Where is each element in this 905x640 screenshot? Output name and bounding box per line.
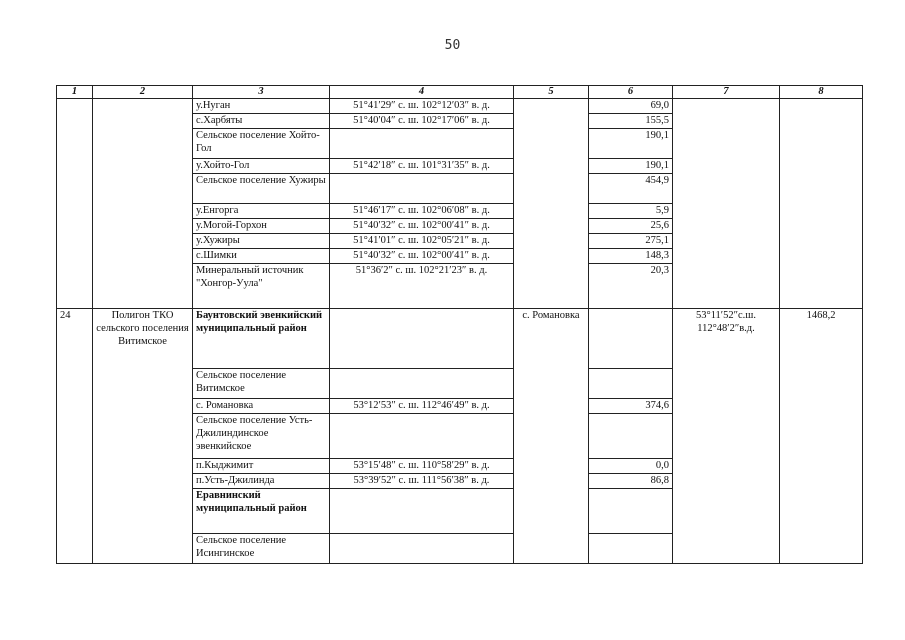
settlement-name: с.Шимки: [193, 249, 330, 264]
settlement-name: Сельское поселение Усть-Джилиндинское эвенкийское: [193, 414, 330, 459]
distance-cell: 374,6: [589, 399, 673, 414]
coords-cell: 51°40′32″ с. ш. 102°00′41″ в. д.: [330, 219, 514, 234]
settlement-name: п.Усть-Джилинда: [193, 474, 330, 489]
header-cell: 8: [780, 86, 863, 99]
coords-cell: 53°12′53″ с. ш. 112°46′49″ в. д.: [330, 399, 514, 414]
settlement-name: у.Енгорга: [193, 204, 330, 219]
distance-cell: [589, 414, 673, 459]
coords-cell: [330, 414, 514, 459]
coords-cell: [330, 129, 514, 159]
object-coords-cell: 53°11′52″с.ш. 112°48′2″в.д.: [673, 309, 780, 564]
num-cell: 24: [57, 309, 93, 564]
coords-cell: 53°15′48″ с. ш. 110°58′29″ в. д.: [330, 459, 514, 474]
settlement-name: Минеральный источник "Хонгор-Уула": [193, 264, 330, 309]
page-number: 50: [444, 38, 461, 53]
table-row: [57, 99, 863, 114]
location-cell: [514, 99, 589, 309]
district-name: Баунтовский эвенкийский муниципальный район: [193, 309, 330, 369]
settlement-name: Сельское поселение Хойто-Гол: [193, 129, 330, 159]
settlement-name: у.Хужиры: [193, 234, 330, 249]
settlement-name: Сельское поселение Исингинское: [193, 534, 330, 564]
header-cell: 2: [93, 86, 193, 99]
coords-cell: [330, 174, 514, 204]
object-coords-cell: [673, 99, 780, 309]
num-cell: [57, 99, 93, 309]
settlements-table: [56, 85, 863, 564]
settlement-name: у.Хойто-Гол: [193, 159, 330, 174]
object-cell: [93, 99, 193, 309]
distance-cell: 454,9: [589, 174, 673, 204]
coords-cell: 51°42′18″ с. ш. 101°31′35″ в. д.: [330, 159, 514, 174]
district-name: Еравнинский муниципальный район: [193, 489, 330, 534]
distance-cell: 190,1: [589, 129, 673, 159]
distance-cell: [589, 309, 673, 369]
distance-cell: 148,3: [589, 249, 673, 264]
coords-cell: 51°36′2″ с. ш. 102°21′23″ в. д.: [330, 264, 514, 309]
distance-cell: [589, 369, 673, 399]
settlement-name: п.Кыджимит: [193, 459, 330, 474]
distance-cell: [589, 534, 673, 564]
distance-cell: 25,6: [589, 219, 673, 234]
header-row: [57, 86, 863, 99]
settlement-name: с. Романовка: [193, 399, 330, 414]
table-row: [57, 309, 863, 369]
distance-cell: 0,0: [589, 459, 673, 474]
coords-cell: [330, 369, 514, 399]
distance-cell: [589, 489, 673, 534]
distance-cell: 86,8: [589, 474, 673, 489]
distance-cell: 20,3: [589, 264, 673, 309]
distance-cell: 190,1: [589, 159, 673, 174]
coords-cell: [330, 489, 514, 534]
header-cell: 4: [330, 86, 514, 99]
header-cell: 7: [673, 86, 780, 99]
coords-cell: 51°40′04″ с. ш. 102°17′06″ в. д.: [330, 114, 514, 129]
coords-cell: 51°46′17″ с. ш. 102°06′08″ в. д.: [330, 204, 514, 219]
total-cell: [780, 99, 863, 309]
coords-cell: [330, 309, 514, 369]
header-cell: 5: [514, 86, 589, 99]
distance-cell: 69,0: [589, 99, 673, 114]
coords-cell: [330, 534, 514, 564]
distance-cell: 155,5: [589, 114, 673, 129]
settlement-name: Сельское поселение Витимское: [193, 369, 330, 399]
settlement-name: у.Нуган: [193, 99, 330, 114]
settlement-name: Сельское поселение Хужиры: [193, 174, 330, 204]
location-cell: с. Романовка: [514, 309, 589, 564]
settlement-name: у.Могой-Горхон: [193, 219, 330, 234]
header-cell: 3: [193, 86, 330, 99]
coords-cell: 51°40′32″ с. ш. 102°00′41″ в. д.: [330, 249, 514, 264]
object-cell: Полигон ТКО сельского поселения Витимское: [93, 309, 193, 564]
coords-cell: 53°39′52″ с. ш. 111°56′38″ в. д.: [330, 474, 514, 489]
settlement-name: с.Харбяты: [193, 114, 330, 129]
header-cell: 1: [57, 86, 93, 99]
coords-cell: 51°41′01″ с. ш. 102°05′21″ в. д.: [330, 234, 514, 249]
coords-cell: 51°41′29″ с. ш. 102°12′03″ в. д.: [330, 99, 514, 114]
distance-cell: 275,1: [589, 234, 673, 249]
distance-cell: 5,9: [589, 204, 673, 219]
total-cell: 1468,2: [780, 309, 863, 564]
header-cell: 6: [589, 86, 673, 99]
